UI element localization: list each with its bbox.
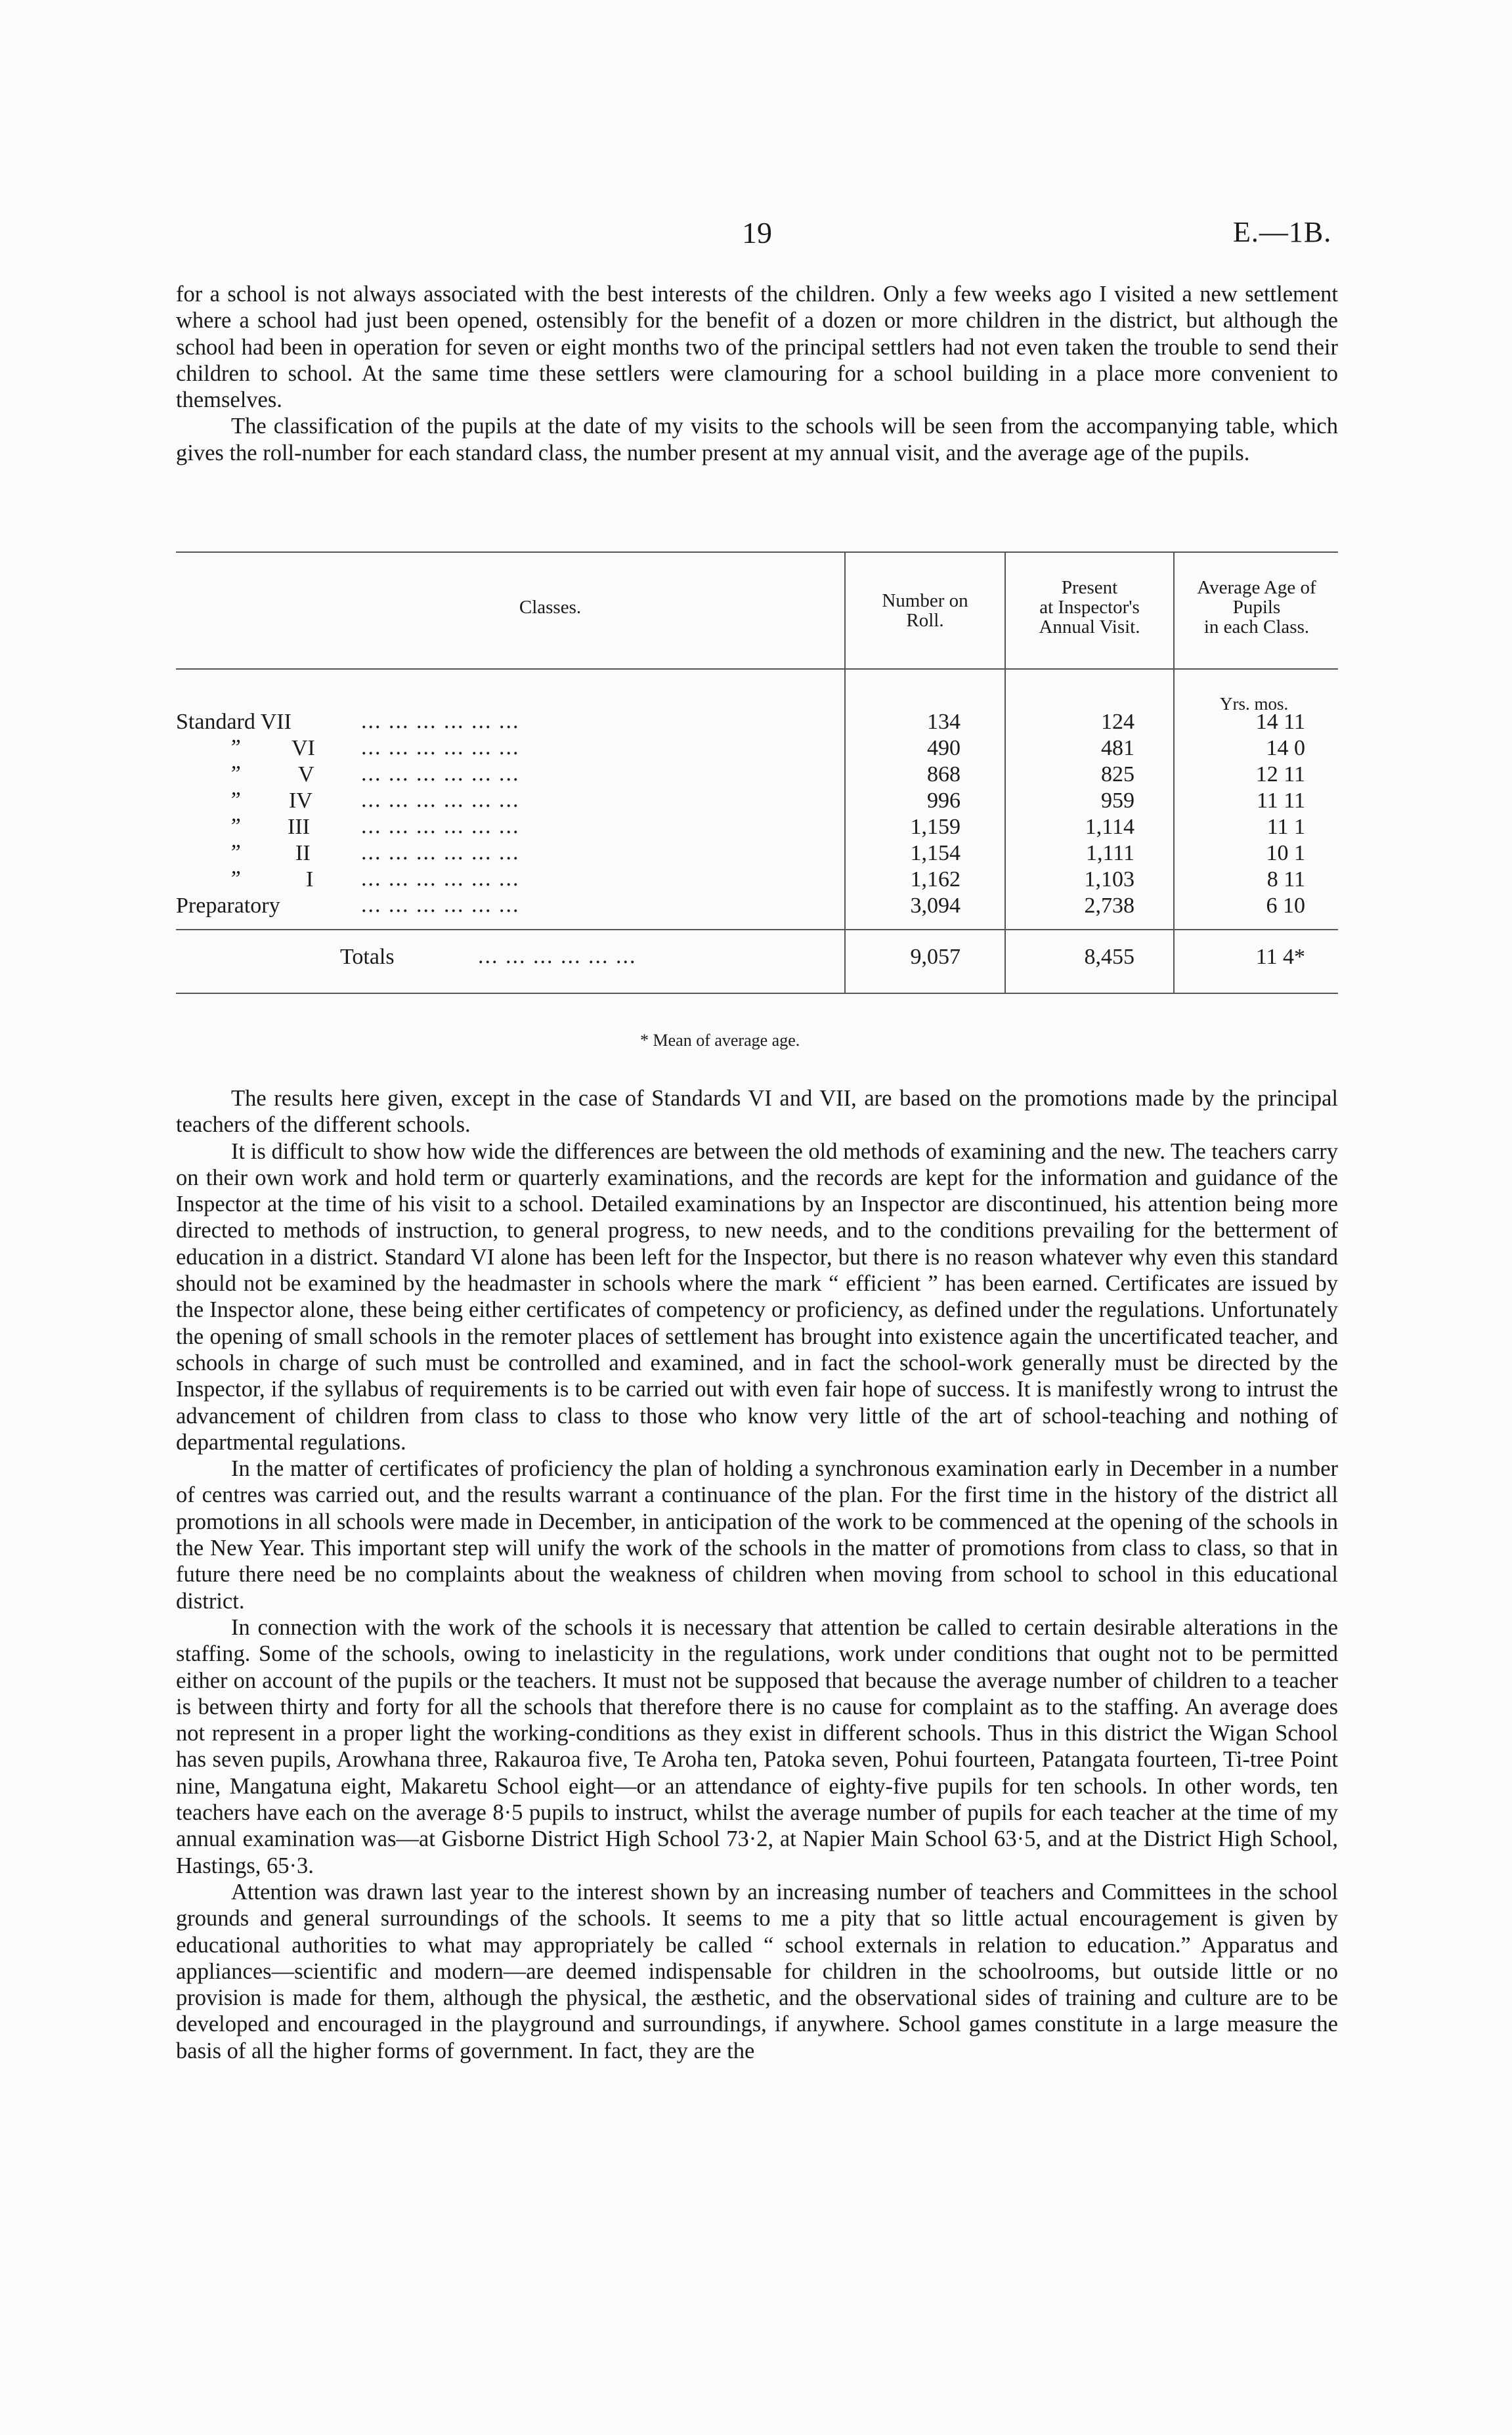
header-roll: Number on Roll. — [882, 590, 968, 631]
body-text — [176, 1085, 1338, 2064]
header-age: Average Age of Pupils in each Class. — [1197, 577, 1316, 637]
paragraph: In connection with the work of the schools it is necessary that attention be called to certain desirable alterations in the staffing. Some of the schools, owing to inelasticity in the regulations, work under conditions that ought not to be permitted either on account of the pupils or the teachers. It must not be supposed that because the average number of children to a teacher is between thirty and forty for all the schools that therefore there is no cause for complaint as to the staffing. An average does not represent in a proper light the working-conditions as they exist in different schools. Thus in this district the Wigan School has seven pupils, Arowhana three, Rakauroa five, Te Aroha ten, Patoka seven, Pohui fourteen, Patangata fourteen, Ti-tree Point nine, Mangatuna eight, Makaretu School eight—or an attendance of eighty-five pupils for ten schools. In other words, ten teachers have each on the average 8·5 pupils to instruct, whilst the average number of pupils for each teacher at the time of my annual examination was—at Gisborne District High School 73·2, at Napier Main School 63·5, and at the District High School, Hastings, 65·3. — [176, 1614, 1338, 1878]
intro-text — [176, 281, 1338, 466]
document-code: E.—1B. — [1233, 216, 1332, 248]
paragraph: In the matter of certificates of proficiency the plan of holding a synchronous examination early in December in a number of centres was carried out, and the results warrant a continuance of the plan. For the first time in the history of the district all promotions in all schools were made in December, in anticipation of the work to be commenced at the opening of the schools in the New Year. This important step will unify the work of the schools in the matter of promotions from class to class, so that in future there need be no complaints about the weakness of children when moving from school to school in this educational district. — [176, 1456, 1338, 1614]
classification-table: Classes. Number on Roll. Present at Inspector's Annual Visit. Average Age of Pupils in each Class. Yrs. mos. Standard VII ... ... ... ... ... ... 134 124 14 11 ” VI ... ... ... ... ... ... 490 481 14 0 ” V ... ... ... ... ... ... 868 825 12 11 ” IV ... ... ... ... ... ... 996 959 11 11 ” III ... ... ... ... ... ... 1,159 1,114 11 1 ” II ... ... ... ... ... ... 1,154 1,111 10 1 ” I ... ... ... ... ... ... 1,162 1,103 8 11 Preparatory ... ... ... ... ... ... 3,094 2,738 6 10 Totals ... ... ... ... ... ... 9,057 8,455 11 4* — [176, 551, 1338, 995]
age-units: Yrs. mos. — [1220, 694, 1289, 714]
header-present: Present at Inspector's Annual Visit. — [1039, 577, 1140, 637]
paragraph: The results here given, except in the case of Standards VI and VII, are based on the promotions made by the principal teachers of the different schools. — [176, 1086, 1338, 1138]
table-footnote: * Mean of average age. — [640, 1031, 800, 1050]
paragraph: It is difficult to show how wide the differences are between the old methods of examining and the new. The teachers carry on their own work and hold term or quarterly examinations, and the records are kept for the information and guidance of the Inspector at the time of his visit to a school. Detailed examinations by an Inspector are discontinued, his attention being more directed to methods of instruction, to general progress, to new needs, and to the conditions prevailing for the betterment of education in a district. Standard VI alone has been left for the Inspector, but there is no reason whatever why even this standard should not be examined by the headmaster in schools where the mark “ efficient ” has been earned. Certificates are issued by the Inspector alone, these being either certificates of competency or proficiency, as defined under the regulations. Unfortunately the opening of small schools in the remoter places of settlement has brought into existence again the uncertificated teacher, and schools in charge of such must be controlled and examined, and in fact the school-work generally must be directed by the Inspector, if the syllabus of requirements is to be carried out with even fair hope of success. It is manifestly wrong to intrust the advancement of children from class to class to those who know very little of the art of school-teaching and nothing of departmental regulations. — [176, 1138, 1338, 1455]
page-number: 19 — [742, 216, 772, 249]
table-bottom-rule — [176, 993, 1338, 994]
header-classes: Classes. — [519, 597, 582, 618]
paragraph: for a school is not always associated with the best interests of the children. Only a few weeks ago I visited a new settlement where a school had just been opened, ostensibly for the benefit of a dozen or more children in the district, but although the school had been in operation for seven or eight months two of the principal settlers had not even taken the trouble to send their children to school. At the same time these settlers were clamouring for a school building in a place more convenient to themselves. — [176, 282, 1338, 413]
paragraph: Attention was drawn last year to the interest shown by an increasing number of teachers and Committees in the school grounds and general surroundings of the schools. It seems to me a pity that so little actual encouragement is given by educational authorities to what may appropriately be called “ school externals in relation to education.” Apparatus and appliances—scientific and modern—are deemed indispensable for children in the schoolrooms, but outside little or no provision is made for them, although the physical, the æsthetic, and the observational sides of training and culture are to be developed and encouraged in the playground and surroundings, if anywhere. School games constitute in a large measure the basis of all the higher forms of government. In fact, they are the — [176, 1879, 1338, 2063]
header-rule — [176, 668, 1338, 670]
paragraph: The classification of the pupils at the date of my visits to the schools will be seen from the accompanying table, which gives the roll-number for each standard class, the number present at my annual visit, and the average age of the pupils. — [176, 414, 1338, 465]
table-top-rule — [176, 551, 1338, 553]
totals-rule — [176, 929, 1338, 930]
